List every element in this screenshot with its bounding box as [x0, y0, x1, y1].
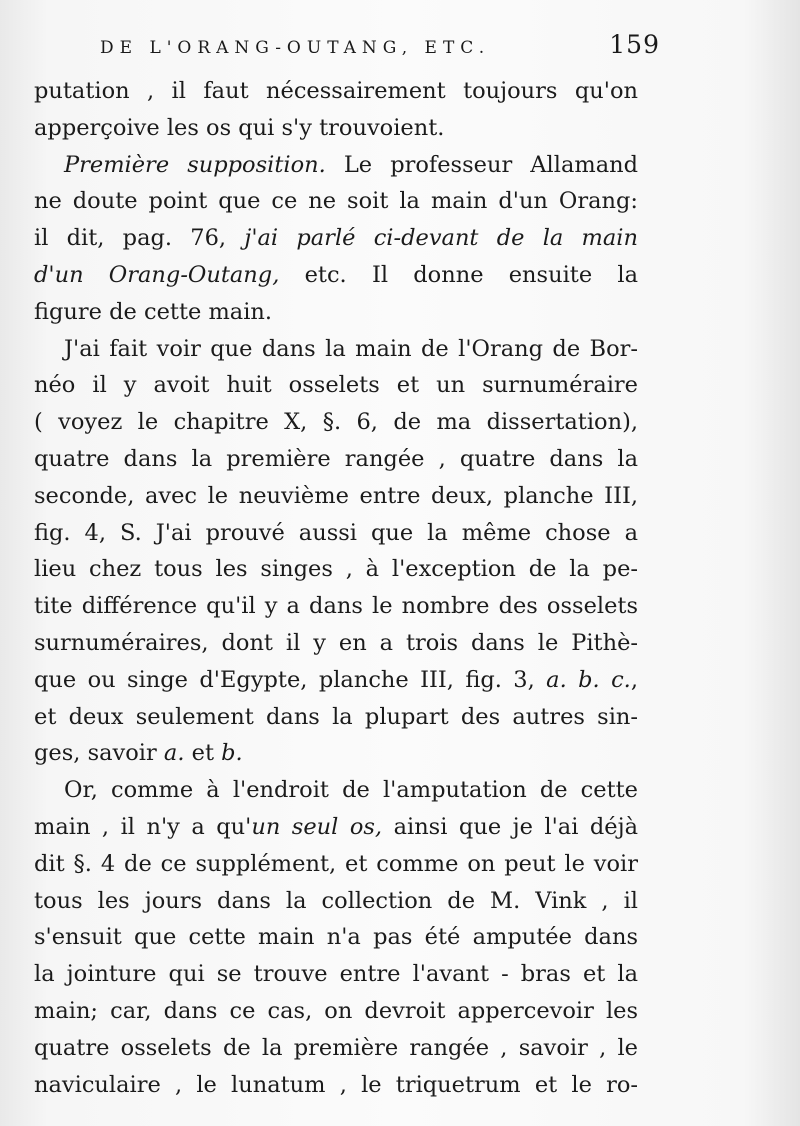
text-segment: seconde, avec le neuvième entre deux, planche III,: [34, 482, 638, 509]
running-title: DE L'ORANG-OUTANG, ETC.: [100, 38, 491, 58]
text-segment: il dit, pag. 76,: [34, 225, 245, 252]
text-segment: et deux seulement dans la plupart des autres sin-: [34, 703, 638, 730]
text-line: [34, 367, 638, 404]
text-line: [34, 294, 638, 331]
text-line: [34, 515, 638, 552]
text-segment: tite différence qu'il y a dans le nombre des osselets: [34, 593, 638, 620]
text-line: [34, 883, 638, 920]
text-line: [34, 956, 638, 993]
text-line: [34, 147, 638, 184]
italic-text: Première supposition.: [64, 151, 326, 178]
text-segment: ne doute point que ce ne soit la main d'un Orang:: [34, 188, 638, 215]
text-line: [34, 551, 638, 588]
text-segment: Le professeur Allamand: [325, 151, 638, 178]
italic-text: un seul os,: [251, 813, 383, 840]
text-line: [34, 846, 638, 883]
body-text: [34, 73, 638, 1103]
text-segment: quatre dans la première rangée , quatre dans la: [34, 445, 638, 472]
text-segment: naviculaire , le lunatum , le triquetrum et le ro-: [34, 1071, 638, 1098]
text-segment: ainsi que je l'ai déjà: [382, 813, 638, 840]
text-line: [34, 331, 638, 368]
text-line: [34, 73, 638, 110]
text-line: [34, 478, 638, 515]
text-line: [34, 699, 638, 736]
text-segment: figure de cette main.: [34, 298, 273, 325]
text-line: [34, 220, 638, 257]
text-segment: et: [184, 740, 222, 767]
italic-text: b.: [221, 740, 243, 767]
text-segment: surnuméraires, dont il y en a trois dans le Pithè-: [34, 629, 638, 656]
text-line: [34, 110, 638, 147]
italic-text: a.: [163, 740, 185, 767]
text-line: [34, 1030, 638, 1067]
text-segment: Or, comme à l'endroit de l'amputation de cette: [64, 777, 638, 804]
italic-text: j'ai parlé ci-devant de la main: [244, 225, 638, 252]
text-segment: fig. 4, S. J'ai prouvé aussi que la même chose a: [34, 519, 638, 546]
text-line: [34, 735, 638, 772]
text-segment: dit §. 4 de ce supplément, et comme on peut le voir: [34, 850, 638, 877]
text-line: [34, 919, 638, 956]
text-segment: la jointure qui se trouve entre l'avant - bras et la: [34, 961, 638, 988]
text-segment: main , il n'y a qu': [34, 813, 252, 840]
text-segment: que ou singe d'Egypte, planche III, fig. 3,: [34, 666, 547, 693]
italic-text: d'un Orang-Outang,: [34, 261, 280, 288]
text-segment: tous les jours dans la collection de M. Vink , il: [34, 887, 638, 914]
running-head: [100, 30, 660, 64]
italic-text: a. b. c.: [546, 666, 631, 693]
text-line: [34, 404, 638, 441]
page-number: 159: [609, 30, 660, 59]
text-segment: J'ai fait voir que dans la main de l'Orang de Bor-: [64, 335, 638, 362]
text-segment: quatre osselets de la première rangée , savoir , le: [34, 1034, 638, 1061]
text-line: [34, 772, 638, 809]
text-segment: etc. Il donne ensuite la: [279, 261, 638, 288]
text-segment: main; car, dans ce cas, on devroit appercevoir les: [34, 997, 638, 1024]
text-segment: ,: [630, 666, 638, 693]
text-line: [34, 993, 638, 1030]
text-line: [34, 625, 638, 662]
text-line: [34, 441, 638, 478]
text-segment: apperçoive les os qui s'y trouvoient.: [34, 114, 445, 141]
text-line: [34, 183, 638, 220]
text-line: [34, 1067, 638, 1104]
text-line: [34, 809, 638, 846]
text-segment: s'ensuit que cette main n'a pas été amputée dans: [34, 924, 638, 951]
text-line: [34, 588, 638, 625]
text-segment: lieu chez tous les singes , à l'exception de la pe-: [34, 556, 638, 583]
text-segment: putation , il faut nécessairement toujours qu'on: [34, 78, 638, 104]
text-line: [34, 662, 638, 699]
text-segment: ges, savoir: [34, 740, 164, 767]
text-segment: ( voyez le chapitre X, §. 6, de ma dissertation),: [34, 409, 638, 436]
text-line: [34, 257, 638, 294]
text-segment: néo il y avoit huit osselets et un surnuméraire: [34, 372, 638, 399]
